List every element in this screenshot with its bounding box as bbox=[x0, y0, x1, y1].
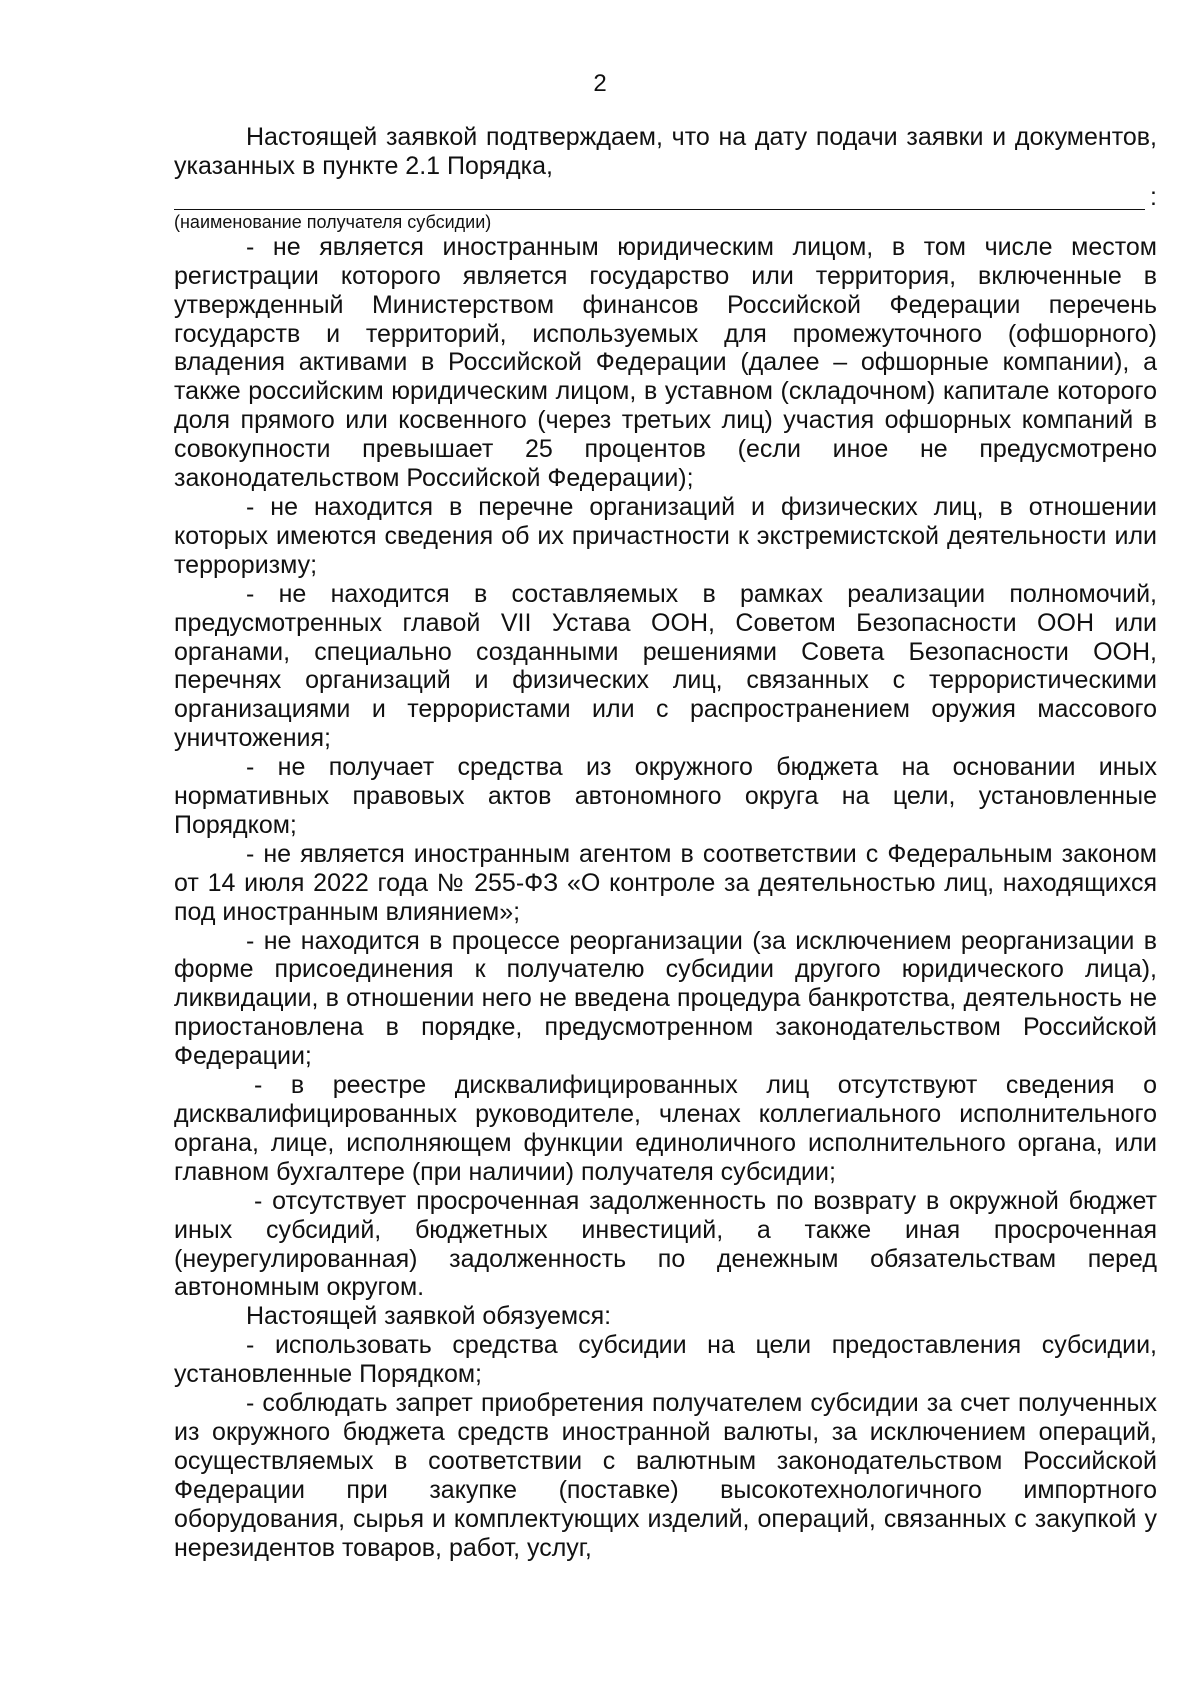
confirmation-item: - отсутствует просроченная задолженность по возврату в окружной бюджет иных субсидий, бюджетных инвестиций, а также иная просроченная (неурегулированная) задолженность по денежным обязательствам перед автономным округом. bbox=[174, 1186, 1157, 1302]
confirmation-item: - не получает средства из окружного бюджета на основании иных нормативных правовых актов автономного округа на цели, установленные Порядком; bbox=[174, 753, 1157, 839]
confirmation-item: - не является иностранным агентом в соответствии с Федеральным законом от 14 июля 2022 года № 255-ФЗ «О контроле за деятельностью лиц, находящихся под иностранным влиянием»; bbox=[174, 839, 1157, 926]
obligation-item: - использовать средства субсидии на цели предоставления субсидии, установленные Порядком; bbox=[174, 1331, 1157, 1389]
page-number: 2 bbox=[593, 70, 607, 97]
confirmation-item: - не находится в перечне организаций и физических лиц, в отношении которых имеются сведения об их причастности к экстремистской деятельности или терроризму; bbox=[174, 492, 1157, 579]
confirmation-item: - не является иностранным юридическим лицом, в том числе местом регистрации которого является государство или территория, включенные в утвержденный Министерством финансов Российской Федерации перечень государств и территорий, используемых для промежуточного (офшорного) владения активами в Российской Федерации (далее – офшорные компании), а также российским юридическим лицом, в уставном (складочном) капитале которого доля прямого или косвенного (через третьих лиц) участия офшорных компаний в совокупности превышает 25 процентов (если иное не предусмотрено законодательством Российской Федерации); bbox=[174, 232, 1157, 493]
obligation-item: - соблюдать запрет приобретения получателем субсидии за счет полученных из окружного бюджета средств иностранной валюты, за исключением операций, осуществляемых в соответствии с валютным законодательством Российской Федерации при закупке (поставке) высокотехнологичного импортного оборудования, сырья и комплектующих изделий, операций, связанных с закупкой у нерезидентов товаров, работ, услуг, bbox=[174, 1389, 1157, 1562]
confirmation-item: - в реестре дисквалифицированных лиц отсутствуют сведения о дисквалифицированных руководителе, членах коллегиального исполнительного органа, лице, исполняющем функции единоличного исполнительного органа, или главном бухгалтере (при наличии) получателя субсидии; bbox=[174, 1071, 1157, 1186]
confirmation-item: - не находится в составляемых в рамках реализации полномочий, предусмотренных главой VII Устава ООН, Советом Безопасности ООН или органами, специально созданными решениями Совета Безопасности ООН, перечнях организаций и физических лиц, связанных с террористическими организациями и террористами или с распространением оружия массового уничтожения; bbox=[174, 579, 1157, 753]
confirmation-item: - не находится в процессе реорганизации (за исключением реорганизации в форме присоединения к получателю субсидии другого юридического лица), ликвидации, в отношении него не введена процедура банкротства, деятельность не приостановлена в порядке, предусмотренном законодательством Российской Федерации; bbox=[174, 926, 1157, 1071]
blank-underline bbox=[174, 209, 1145, 210]
recipient-name-blank bbox=[174, 181, 1157, 211]
document-body bbox=[174, 123, 1157, 1563]
blank-line-suffix: : bbox=[1150, 182, 1157, 211]
obligations-heading: Настоящей заявкой обязуемся: bbox=[246, 1302, 612, 1331]
blank-line-caption: (наименование получателя субсидии) bbox=[174, 211, 492, 232]
intro-paragraph: Настоящей заявкой подтверждаем, что на дату подачи заявки и документов, указанных в пункте 2.1 Порядка, bbox=[174, 123, 1157, 180]
